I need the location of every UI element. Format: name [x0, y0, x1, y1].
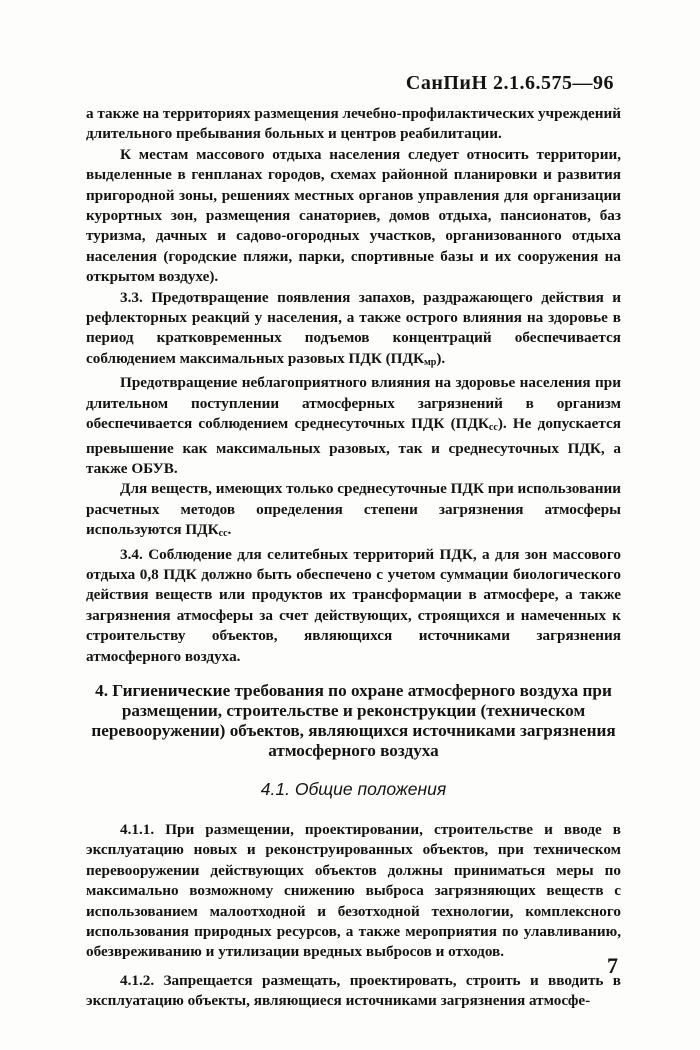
- paragraph-continuation: а также на территориях размещения лечебно-профилактических учреждений длительного пребывания больных и центров реабилитации.: [86, 105, 621, 143]
- paragraph-4-1-1: 4.1.1. При размещении, проектировании, строительстве и вводе в эксплуатацию новых и реконструированных объектов, при техническом перевооружении действующих объектов должны приниматься меры по максимально возможному снижению выброса загрязняющих веществ с использованием малоотходной и безотходной технологии, комплексного использования природных ресурсов, а также мероприятия по улавливанию, обезвреживанию и утилизации вредных выбросов и отходов.: [86, 820, 621, 961]
- paragraph-3-3-text: 3.3. Предотвращение появления запахов, раздражающего действия и рефлекторных реакций у населения, а также острого влияния на здоровье в период кратковременных подъемов концентраций обеспечивается соблюдением максимальных разовых ПДК (ПДК: [86, 288, 621, 367]
- paragraph-daily-average: [86, 479, 621, 544]
- paragraph-long-term-end: ). Не допускается превышение как максимальных разовых, так и среднесуточных ПДК, а также ОБУВ.: [86, 415, 621, 477]
- paragraph-4-1-2: 4.1.2. Запрещается размещать, проектировать, строить и вводить в эксплуатацию объекты, являющиеся источниками загрязнения атмосфе-: [86, 971, 621, 1010]
- section-4-title: 4. Гигиенические требования по охране атмосферного воздуха при размещении, строительстве и реконструкции (техническом перевооружении) объектов, являющихся источниками загрязнения атмосферного воздуха: [91, 680, 616, 760]
- pdk-mr-subscript: мр: [423, 356, 437, 368]
- subsection-4-1-title: 4.1. Общие положения: [260, 778, 447, 799]
- paragraph-3-4: 3.4. Соблюдение для селитебных территорий ПДК, а для зон массового отдыха 0,8 ПДК должно быть обеспечено с учетом суммации биологического действия веществ или продуктов их трансформации в атмосфере, а также загрязнения атмосферы за счет действующих, строящихся и намеченных к строительству объектов, являющихся источниками загрязнения атмосферного воздуха.: [86, 545, 621, 665]
- paragraph-long-term-influence: [86, 373, 621, 479]
- pdk-ss-subscript-2: сс: [218, 528, 228, 540]
- paragraph-long-term-text: Предотвращение неблагоприятного влияния на здоровье населения при длительном поступлении атмосферных загрязнений в организм обеспечивается соблюдением среднесуточных ПДК (ПДК: [86, 374, 621, 433]
- paragraph-daily-average-end: .: [227, 521, 232, 539]
- paragraph-3-3: [86, 288, 621, 374]
- paragraph-3-3-end: ).: [436, 349, 446, 367]
- paragraph-daily-average-text: Для веществ, имеющих только среднесуточные ПДК при использовании расчетных методов определения степени загрязнения атмосферы используются ПДК: [86, 480, 621, 539]
- running-header: СанПиН 2.1.6.575—96: [405, 72, 614, 94]
- page-number: 7: [607, 953, 618, 978]
- pdk-ss-subscript: сс: [488, 422, 498, 434]
- page-content: [86, 104, 621, 1012]
- paragraph-recreation-areas: К местам массового отдыха населения следует относить территории, выделенные в генпланах городов, схемах районной планировки и развития пригородной зоны, решениях местных органов управления для организации курортных зон, размещения санаториев, домов отдыха, пансионатов, баз туризма, дачных и садово-огородных участков, организованного отдыха населения (городские пляжи, парки, спортивные базы и их сооружения на открытом воздухе).: [86, 145, 621, 286]
